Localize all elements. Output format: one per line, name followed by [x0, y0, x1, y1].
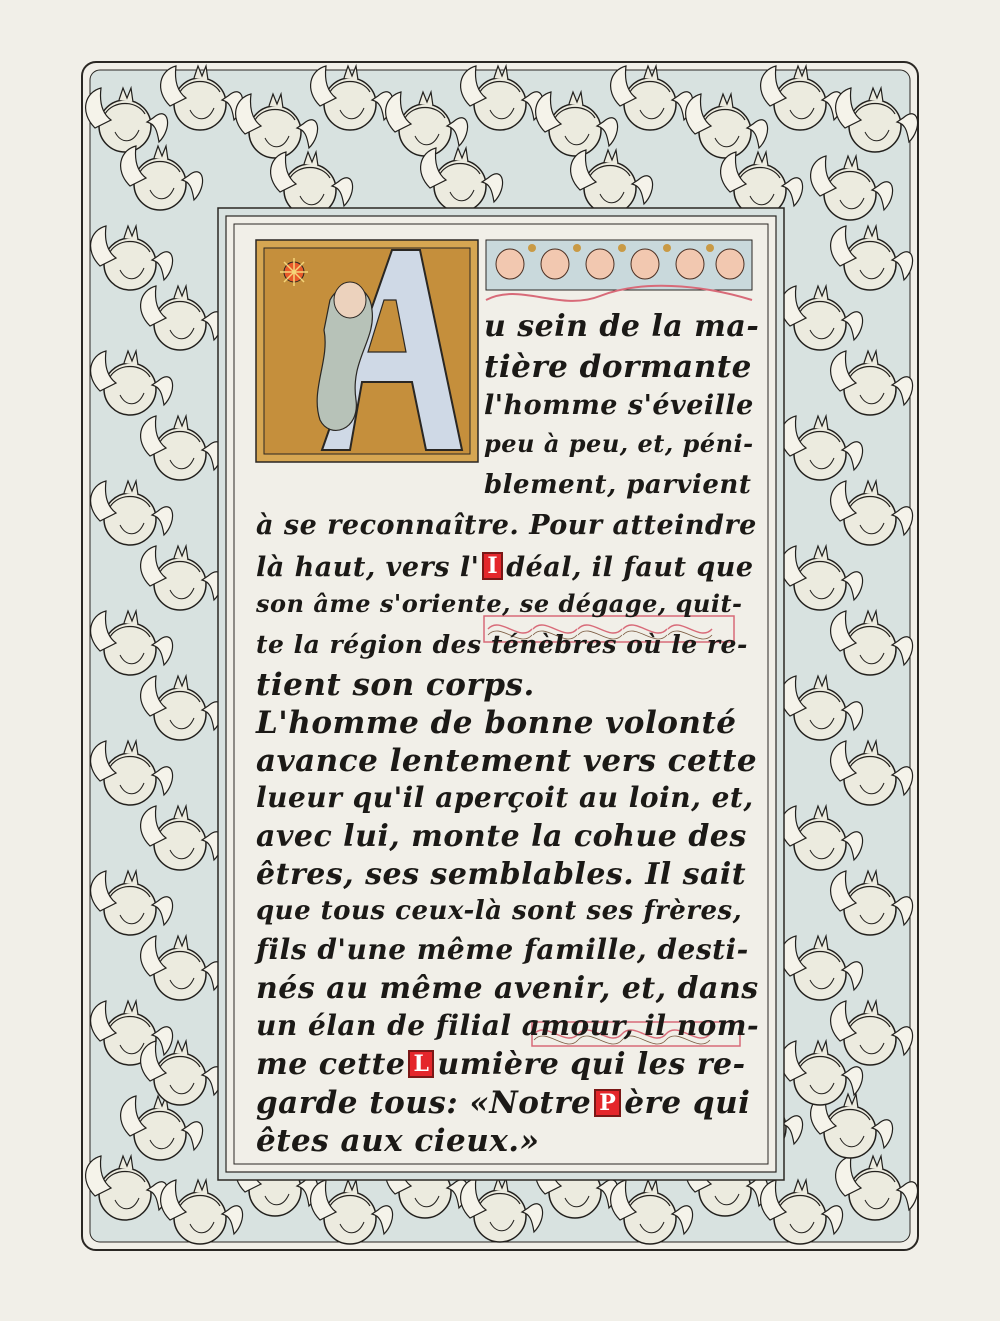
text-line-7a: là haut, vers l': [256, 552, 480, 583]
rubric-letter-i: I: [482, 552, 503, 580]
text-line-19: un élan de filial amour, il nom-: [256, 1009, 760, 1042]
text-line-9: te la région des ténèbres où le re-: [256, 630, 748, 659]
text-line-5: blement, parvient: [484, 470, 752, 500]
text-line-22: êtes aux cieux.»: [256, 1123, 540, 1159]
text-line-13: lueur qu'il aperçoit au loin, et,: [256, 781, 754, 814]
text-line-10: tient son corps.: [256, 667, 535, 703]
text-line-21b: ère qui: [624, 1085, 751, 1121]
text-line-14: avec lui, monte la cohue des: [256, 819, 747, 854]
text-line-6: à se reconnaître. Pour atteindre: [256, 510, 757, 541]
text-line-2: tière dormante: [484, 349, 752, 385]
text-line-20a: me cette: [256, 1047, 406, 1082]
text-line-21: [256, 1085, 751, 1121]
text-line-16: que tous ceux-là sont ses frères,: [256, 896, 743, 926]
text-line-15: êtres, ses semblables. Il sait: [256, 857, 747, 892]
text-line-3: l'homme s'éveille: [484, 390, 754, 421]
text-line-18: nés au même avenir, et, dans: [256, 971, 759, 1006]
text-line-20b: umière qui les re-: [437, 1047, 746, 1082]
text-line-12: avance lentement vers cette: [256, 743, 758, 779]
text-line-11: L'homme de bonne volonté: [256, 705, 737, 741]
text-line-20: [256, 1047, 746, 1082]
text-line-4: peu à peu, et, péni-: [484, 429, 754, 458]
text-line-7b: déal, il faut que: [506, 552, 754, 583]
text-line-21a: garde tous: «Notre: [256, 1085, 592, 1121]
rubric-letter-p: P: [594, 1089, 621, 1117]
text-line-1: u sein de la ma-: [484, 309, 760, 344]
text-line-17: fils d'une même famille, desti-: [256, 933, 749, 966]
text-line-7: [256, 552, 754, 581]
text-line-8: son âme s'oriente, se dégage, quit-: [256, 589, 743, 618]
rubric-letter-l: L: [408, 1050, 434, 1078]
